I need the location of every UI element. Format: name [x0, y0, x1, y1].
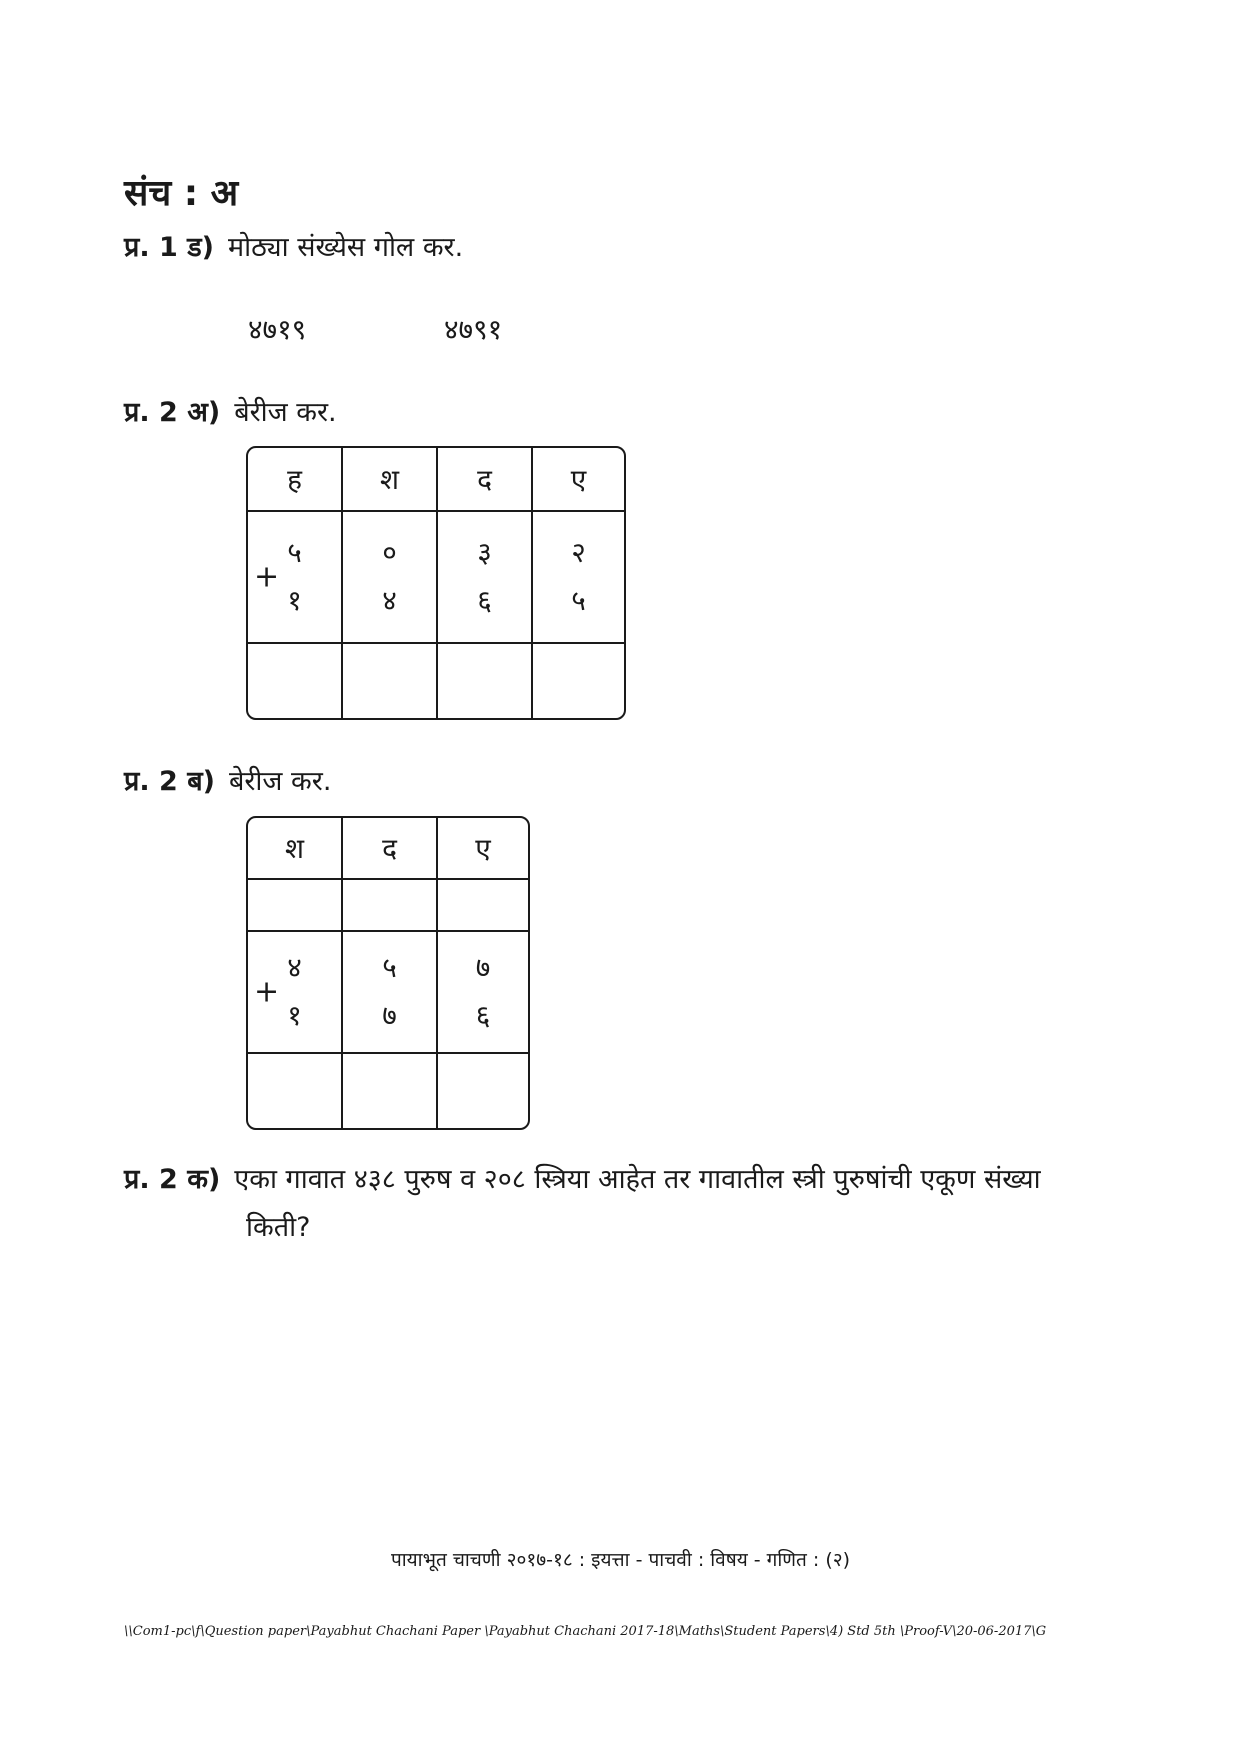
- addition-grid-2b: [246, 816, 530, 1130]
- digit-cell: [343, 512, 438, 644]
- place-header-hundreds: श: [248, 818, 343, 880]
- question-text: एका गावात ४३८ पुरुष व २०८ स्त्रिया आहेत तर गावातील स्त्री पुरुषांची एकूण संख्या: [234, 1164, 1041, 1195]
- question-label: प्र. 1 ड): [124, 232, 214, 263]
- answer-cell[interactable]: [248, 1054, 343, 1128]
- digit: ५: [287, 536, 302, 569]
- answer-cell[interactable]: [343, 644, 438, 718]
- digit-cell: [343, 932, 438, 1054]
- number-option-2: ४७९१: [444, 313, 503, 346]
- carry-cell[interactable]: [438, 880, 528, 932]
- addition-grid-2a: [246, 446, 626, 720]
- place-header-thousands: ह: [248, 448, 343, 512]
- carry-cell[interactable]: [343, 880, 438, 932]
- question-text-continued: किती?: [246, 1212, 311, 1243]
- digit-cell: [438, 512, 533, 644]
- question-text: बेरीज कर.: [228, 766, 332, 797]
- file-path: \\Com1-pc\f\Question paper\Payabhut Chachani Paper \Payabhut Chachani 2017-18\Maths\Student Papers\4) Std 5th \Proof-V\20-06-2017\G: [124, 1624, 1047, 1639]
- digit: ४: [382, 584, 397, 617]
- digit: ६: [477, 584, 492, 617]
- answer-cell[interactable]: [248, 644, 343, 718]
- digit: ७: [475, 951, 491, 984]
- plus-sign: +: [254, 974, 280, 1010]
- digit: ०: [382, 536, 397, 569]
- digit: ७: [382, 999, 397, 1032]
- question-1d: [124, 228, 463, 271]
- question-2c: [124, 1160, 1041, 1203]
- set-title: संच : अ: [124, 173, 239, 214]
- answer-cell[interactable]: [343, 1054, 438, 1128]
- place-header-hundreds: श: [343, 448, 438, 512]
- carry-cell[interactable]: [248, 880, 343, 932]
- digit: ६: [475, 999, 491, 1032]
- digit: ५: [571, 584, 586, 617]
- answer-cell[interactable]: [438, 644, 533, 718]
- digit: १: [287, 999, 302, 1032]
- place-header-ones: ए: [438, 818, 528, 880]
- digit: १: [287, 584, 302, 617]
- place-header-tens: द: [343, 818, 438, 880]
- plus-sign: +: [254, 559, 280, 595]
- question-2a: [124, 393, 337, 436]
- answer-cell[interactable]: [438, 1054, 528, 1128]
- question-2b: [124, 762, 331, 805]
- answer-cell[interactable]: [533, 644, 624, 718]
- digit-cell: [438, 932, 528, 1054]
- digit: ५: [382, 951, 397, 984]
- digit: ४: [287, 951, 302, 984]
- question-label: प्र. 2 अ): [124, 397, 221, 428]
- digit-cell: [533, 512, 624, 644]
- number-option-1: ४७१९: [248, 313, 307, 346]
- question-label: प्र. 2 क): [124, 1164, 221, 1195]
- digit-cell: [248, 932, 343, 1054]
- question-text: बेरीज कर.: [234, 397, 337, 428]
- question-text: मोठ्या संख्येस गोल कर.: [228, 232, 464, 263]
- place-header-tens: द: [438, 448, 533, 512]
- digit: २: [571, 536, 586, 569]
- question-label: प्र. 2 ब): [124, 766, 215, 797]
- place-header-ones: ए: [533, 448, 624, 512]
- page-footer: पायाभूत चाचणी २०१७-१८ : इयत्ता - पाचवी : विषय - गणित : (२): [390, 1549, 851, 1571]
- digit: ३: [477, 536, 492, 569]
- digit-cell: [248, 512, 343, 644]
